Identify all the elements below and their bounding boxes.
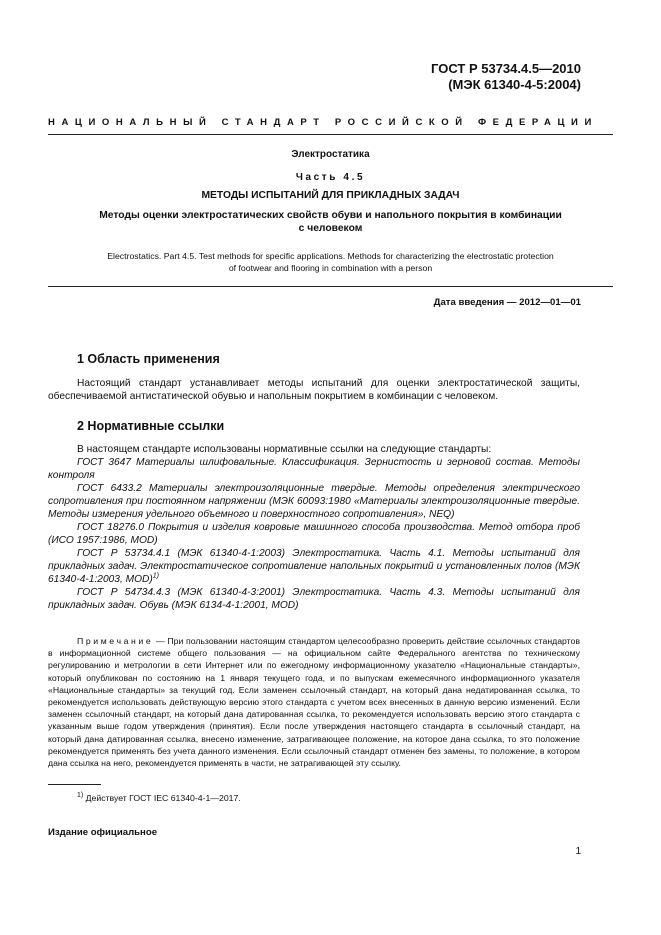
footnote [77, 793, 241, 803]
section2-intro: В настоящем стандарте использованы нормативные ссылки на следующие стандарты: [77, 444, 492, 455]
intro-date: Дата введения — 2012—01—01 [433, 297, 581, 308]
note-block [48, 635, 580, 769]
section1-heading: 1 Область применения [77, 352, 220, 366]
title-english-line1: Electrostatics. Part 4.5. Test methods for specific applications. Methods for characterizing the electrostatic protection [107, 251, 554, 261]
section2-body [48, 443, 580, 612]
ref-item: ГОСТ 6433.2 Материалы электроизоляционные твердые. Методы определения электрического сопротивления при постоянном напряжении (МЭК 60093:1980 «Материалы электроизоляционные твердые. Методы измерения удельного объемного и поверхностного сопротивления», NEQ) [48, 483, 580, 520]
ref-item: ГОСТ 18276.0 Покрытия и изделия ковровые машинного способа производства. Метод отбора проб (ИСО 1957:1986, MOD) [48, 522, 580, 546]
section2-heading: 2 Нормативные ссылки [77, 419, 225, 433]
note-text: — При пользовании настоящим стандартом целесообразно проверить действие ссылочных стандартов в информационной системе общего пользования — на официальном сайте Федерального агентства по техническому регулированию и метрологии в сети Интернет или по ежегодному информационному указателю «Национальные стандарты», который опубликован по состоянию на 1 января текущего года, и по выпускам ежемесячного информационного указателя «Национальные стандарты» за текущий год. Если заменен ссылочный стандарт, на который дана недатированная ссылка, то рекомендуется использовать действующую версию этого стандарта с учетом всех внесенных в данную версию изменений. Если заменен ссылочный стандарт, на который дана датированная ссылка, то рекомендуется использовать версию этого стандарта с указанным выше годом утверждения (принятия). Если после утверждения настоящего стандарта в ссылочный стандарт, на который дана датированная ссылка, внесено изменение, затрагивающее положение, на которое дана ссылка, то это положение рекомендуется применять без учета данного изменения. Если ссылочный стандарт отменен без замены, то положение, в котором дана ссылка на него, рекомендуется применять в части, не затрагивающей эту ссылку. [48, 636, 581, 769]
title-series: Электростатика [291, 149, 370, 160]
note-label: Примечание [77, 636, 154, 646]
ref-item-with-footnote [48, 547, 580, 586]
page-number: 1 [575, 846, 581, 857]
standard-code: ГОСТ Р 53734.4.5—2010 [431, 61, 581, 76]
title-sub-line2: с человеком [298, 223, 363, 234]
title-sub-line1: Методы оценки электростатических свойств обуви и напольного покрытия в комбинации [99, 210, 562, 221]
banner-rule [48, 134, 613, 135]
footnote-text: Действует ГОСТ IEC 61340-4-1—2017. [85, 793, 241, 803]
title-rule [48, 286, 613, 287]
ref-item: ГОСТ Р 54734.4.3 (МЭК 61340-4-3:2001) Электростатика. Часть 4.3. Методы испытаний для прикладных задач. Обувь (МЭК 6134-4-1:2001, MOD) [48, 587, 580, 611]
footnote-marker: 1) [77, 792, 84, 800]
footnote-rule [48, 784, 101, 785]
footnote-ref-marker: 1) [152, 572, 159, 580]
iec-code: (МЭК 61340-4-5:2004) [448, 77, 581, 92]
ref-item: ГОСТ 3647 Материалы шлифовальные. Классификация. Зернистость и зерновой состав. Методы контроля [48, 457, 580, 481]
section1-text: Настоящий стандарт устанавливает методы испытаний для оценки электростатической защиты, обеспечиваемой антистатической обувью и напольным покрытием в комбинации с человеком. [48, 378, 580, 402]
national-standard-banner: НАЦИОНАЛЬНЫЙ СТАНДАРТ РОССИЙСКОЙ ФЕДЕРАЦИИ [48, 117, 598, 128]
title-main: МЕТОДЫ ИСПЫТАНИЙ ДЛЯ ПРИКЛАДНЫХ ЗАДАЧ [201, 190, 460, 201]
title-part: Часть 4.5 [295, 172, 366, 183]
title-english-line2: of footwear and flooring in combination with a person [228, 263, 433, 273]
ref-item-text: ГОСТ Р 53734.4.1 (МЭК 61340-4-1:2003) Электростатика. Часть 4.1. Методы испытаний для прикладных задач. Электростатическое сопротивление напольных покрытий и установленных полов (МЭК 61340-4-1:2003, MOD) [48, 548, 580, 585]
edition-label: Издание официальное [48, 827, 158, 838]
section1-body [48, 377, 580, 403]
